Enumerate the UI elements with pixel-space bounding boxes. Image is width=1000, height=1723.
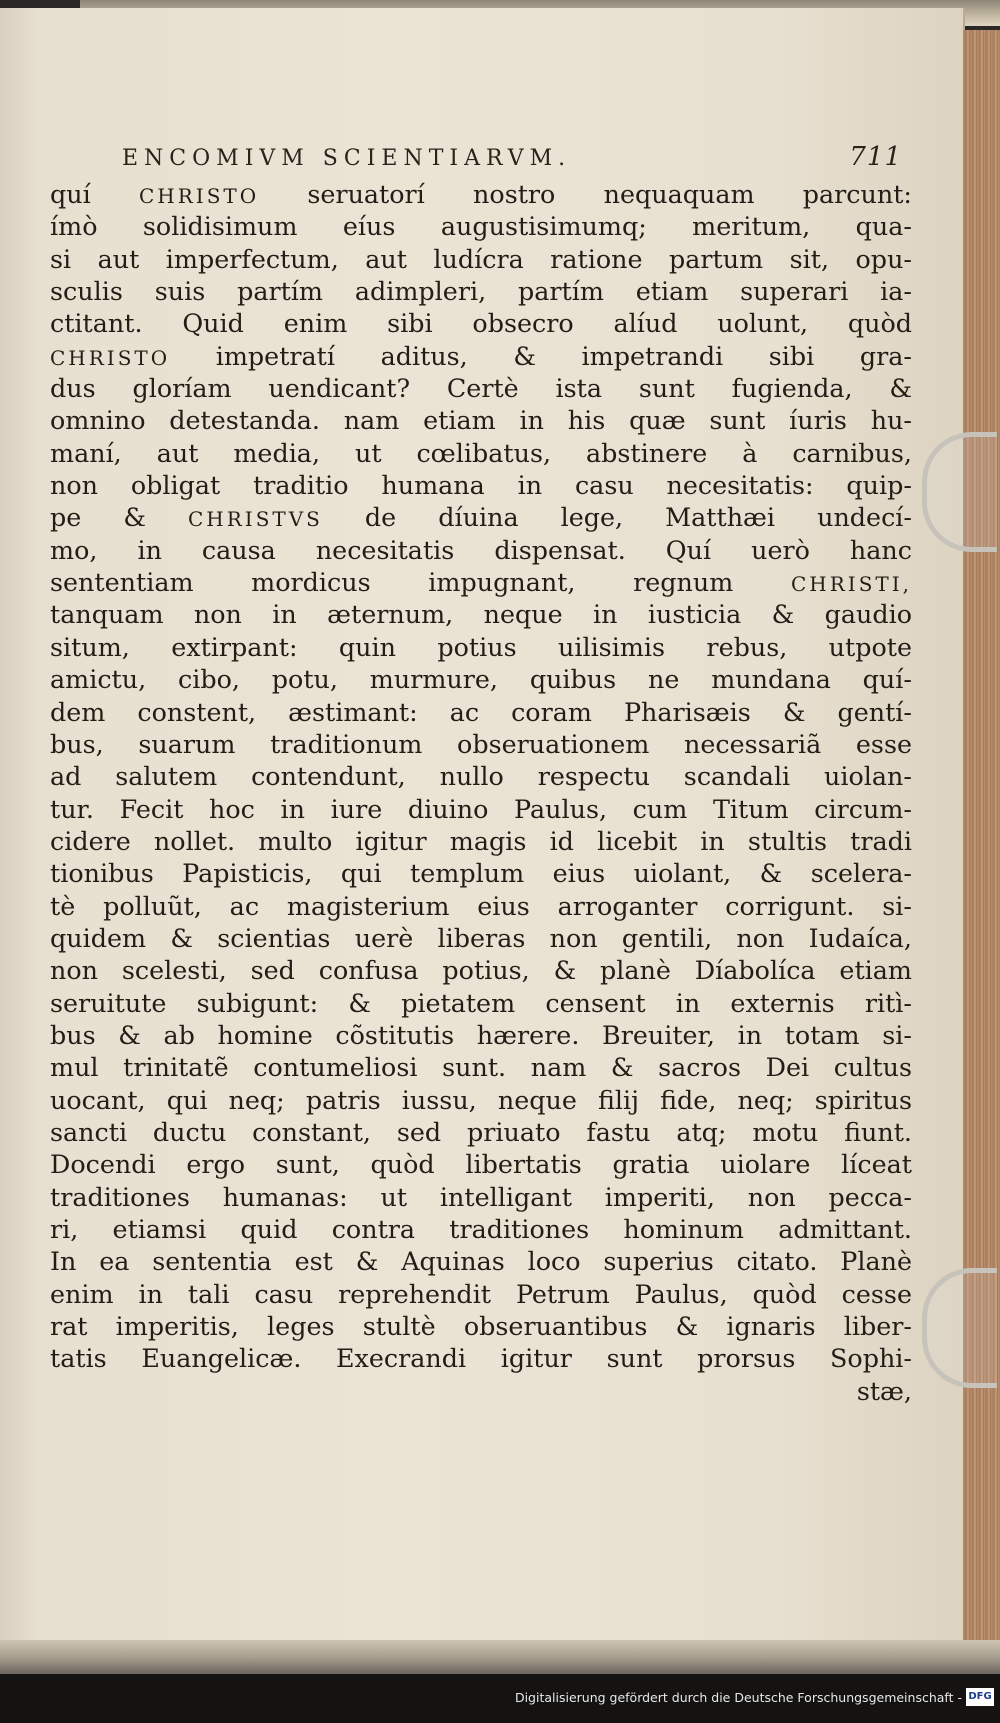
text-segment: dem constent, æstimant: ac coram Pharisæis & gentí- <box>50 696 912 727</box>
text-segment: si aut imperfectum, aut ludícra ratione partum sit, opu- <box>50 243 912 274</box>
body-text <box>50 178 912 1407</box>
text-line <box>50 178 912 210</box>
text-segment: stæ, <box>856 1375 912 1406</box>
text-segment: quidem & scientias uerè liberas non gentili, non Iudaíca, <box>50 922 912 953</box>
text-segment: situm, extirpant: quin potius uilisimis rebus, utpote <box>50 631 912 662</box>
text-segment: quí <box>50 179 139 209</box>
text-line <box>50 437 912 469</box>
text-line <box>50 663 912 695</box>
text-segment: ad salutem contendunt, nullo respectu scandali uiolan- <box>50 761 912 792</box>
text-line <box>50 1310 912 1342</box>
text-line <box>50 566 912 598</box>
text-line <box>50 307 912 339</box>
text-line <box>50 1084 912 1116</box>
running-header <box>122 142 902 182</box>
text-segment: tè polluũt, ac magisterium eius arroganter corrigunt. si- <box>50 890 912 921</box>
page-number: 711 <box>849 142 902 172</box>
paper-clip <box>922 1268 997 1388</box>
text-segment: amictu, cibo, potu, murmure, quibus ne mundana quí- <box>50 664 912 695</box>
text-segment: Docendi ergo sunt, quòd libertatis gratia uiolare líceat <box>50 1149 912 1180</box>
text-line <box>50 210 912 242</box>
text-line <box>50 793 912 825</box>
text-segment: impetratí aditus, & impetrandi sibi gra- <box>170 340 912 371</box>
running-title: ENCOMIVM SCIENTIARVM. <box>122 146 572 171</box>
text-line <box>50 1051 912 1083</box>
text-segment: de díuina lege, Matthæi undecí- <box>322 502 912 533</box>
text-segment: In ea sententia est & Aquinas loco superius citato. Planè <box>50 1246 912 1277</box>
text-segment: bus, suarum traditionum obseruationem necessariã esse <box>50 728 912 759</box>
text-segment: seruitute subigunt: & pietatem censent in externis ritì- <box>50 987 912 1018</box>
text-segment: pe & <box>50 502 188 533</box>
text-line <box>50 728 912 760</box>
text-segment: bus & ab homine cõstitutis hærere. Breuiter, in totam si- <box>50 1019 912 1050</box>
text-segment: uocant, qui neq; patris iussu, neque filij fide, neq; spiritus <box>50 1084 912 1115</box>
text-line <box>50 1181 912 1213</box>
paper-clip <box>922 432 997 552</box>
text-segment: tionibus Papisticis, qui templum eius uiolant, & scelera- <box>50 858 912 889</box>
text-line <box>50 857 912 889</box>
text-line <box>50 631 912 663</box>
text-line <box>50 1116 912 1148</box>
text-segment: tanquam non in æternum, neque in iusticia & gaudio <box>50 599 912 630</box>
footer-bar <box>0 1674 1000 1723</box>
text-line <box>50 1213 912 1245</box>
text-segment: sancti ductu constant, sed priuato fastu atq; motu fiunt. <box>50 1116 912 1147</box>
text-line <box>50 372 912 404</box>
text-segment: ímò solidisimum eíus augustisimumq; meritum, qua- <box>50 211 912 242</box>
dfg-logo: DFG <box>966 1688 994 1706</box>
text-line <box>50 890 912 922</box>
page-bottom-edge <box>0 1640 1000 1674</box>
text-line <box>50 954 912 986</box>
text-line <box>50 340 912 372</box>
text-line <box>50 598 912 630</box>
text-segment: non scelesti, sed confusa potius, & planè Díabolíca etiam <box>50 955 912 986</box>
text-segment: seruatorí nostro nequaquam parcunt: <box>259 179 912 209</box>
small-caps-name: CHRISTI, <box>790 572 912 597</box>
text-line <box>50 1375 912 1407</box>
text-segment: non obligat traditio humana in casu necesitatis: quip- <box>50 470 912 501</box>
text-segment: mul trinitatẽ contumeliosi sunt. nam & sacros Dei cultus <box>50 1052 912 1083</box>
text-segment: tur. Fecit hoc in iure diuino Paulus, cum Titum circum- <box>50 793 912 824</box>
text-segment: enim in tali casu reprehendit Petrum Paulus, quòd cesse <box>50 1278 912 1309</box>
text-line <box>50 469 912 501</box>
text-segment: traditiones humanas: ut intelligant imperiti, non pecca- <box>50 1181 912 1212</box>
text-line <box>50 534 912 566</box>
text-segment: maní, aut media, ut cœlibatus, abstinere à carnibus, <box>50 437 912 468</box>
text-segment: tatis Euangelicæ. Execrandi igitur sunt prorsus Sophi- <box>50 1343 912 1374</box>
text-line <box>50 1278 912 1310</box>
text-line <box>50 501 912 533</box>
text-segment: rat imperitis, leges stultè obseruantibus & ignaris liber- <box>50 1311 912 1342</box>
text-line <box>50 1148 912 1180</box>
text-segment: cidere nollet. multo igitur magis id licebit in stultis tradi <box>50 825 912 856</box>
text-line <box>50 275 912 307</box>
text-line <box>50 1342 912 1374</box>
text-line <box>50 1245 912 1277</box>
text-segment: mo, in causa necesitatis dispensat. Quí uerò hanc <box>50 534 912 565</box>
text-segment: ctitant. Quid enim sibi obsecro alíud uolunt, quòd <box>50 308 912 339</box>
text-line <box>50 1019 912 1051</box>
text-segment: ri, etiamsi quid contra traditiones hominum admittant. <box>50 1214 912 1244</box>
text-line <box>50 404 912 436</box>
funding-credit: Digitalisierung gefördert durch die Deutsche Forschungsgemeinschaft - <box>514 1690 962 1705</box>
text-line <box>50 825 912 857</box>
text-line <box>50 243 912 275</box>
text-segment: omnino detestanda. nam etiam in his quæ sunt íuris hu- <box>50 405 912 436</box>
text-line <box>50 987 912 1019</box>
small-caps-name: CHRISTO <box>50 345 171 370</box>
text-segment: dus gloríam uendicant? Certè ista sunt fugienda, & <box>50 373 912 404</box>
text-line <box>50 696 912 728</box>
text-segment: sculis suis partím adimpleri, partím etiam superari ia- <box>50 276 912 307</box>
page-fore-edge <box>963 30 1000 1670</box>
small-caps-name: CHRISTVS <box>187 507 323 532</box>
text-line <box>50 922 912 954</box>
text-line <box>50 760 912 792</box>
text-segment: sententiam mordicus impugnant, regnum <box>50 567 791 598</box>
small-caps-name: CHRISTO <box>138 184 260 208</box>
